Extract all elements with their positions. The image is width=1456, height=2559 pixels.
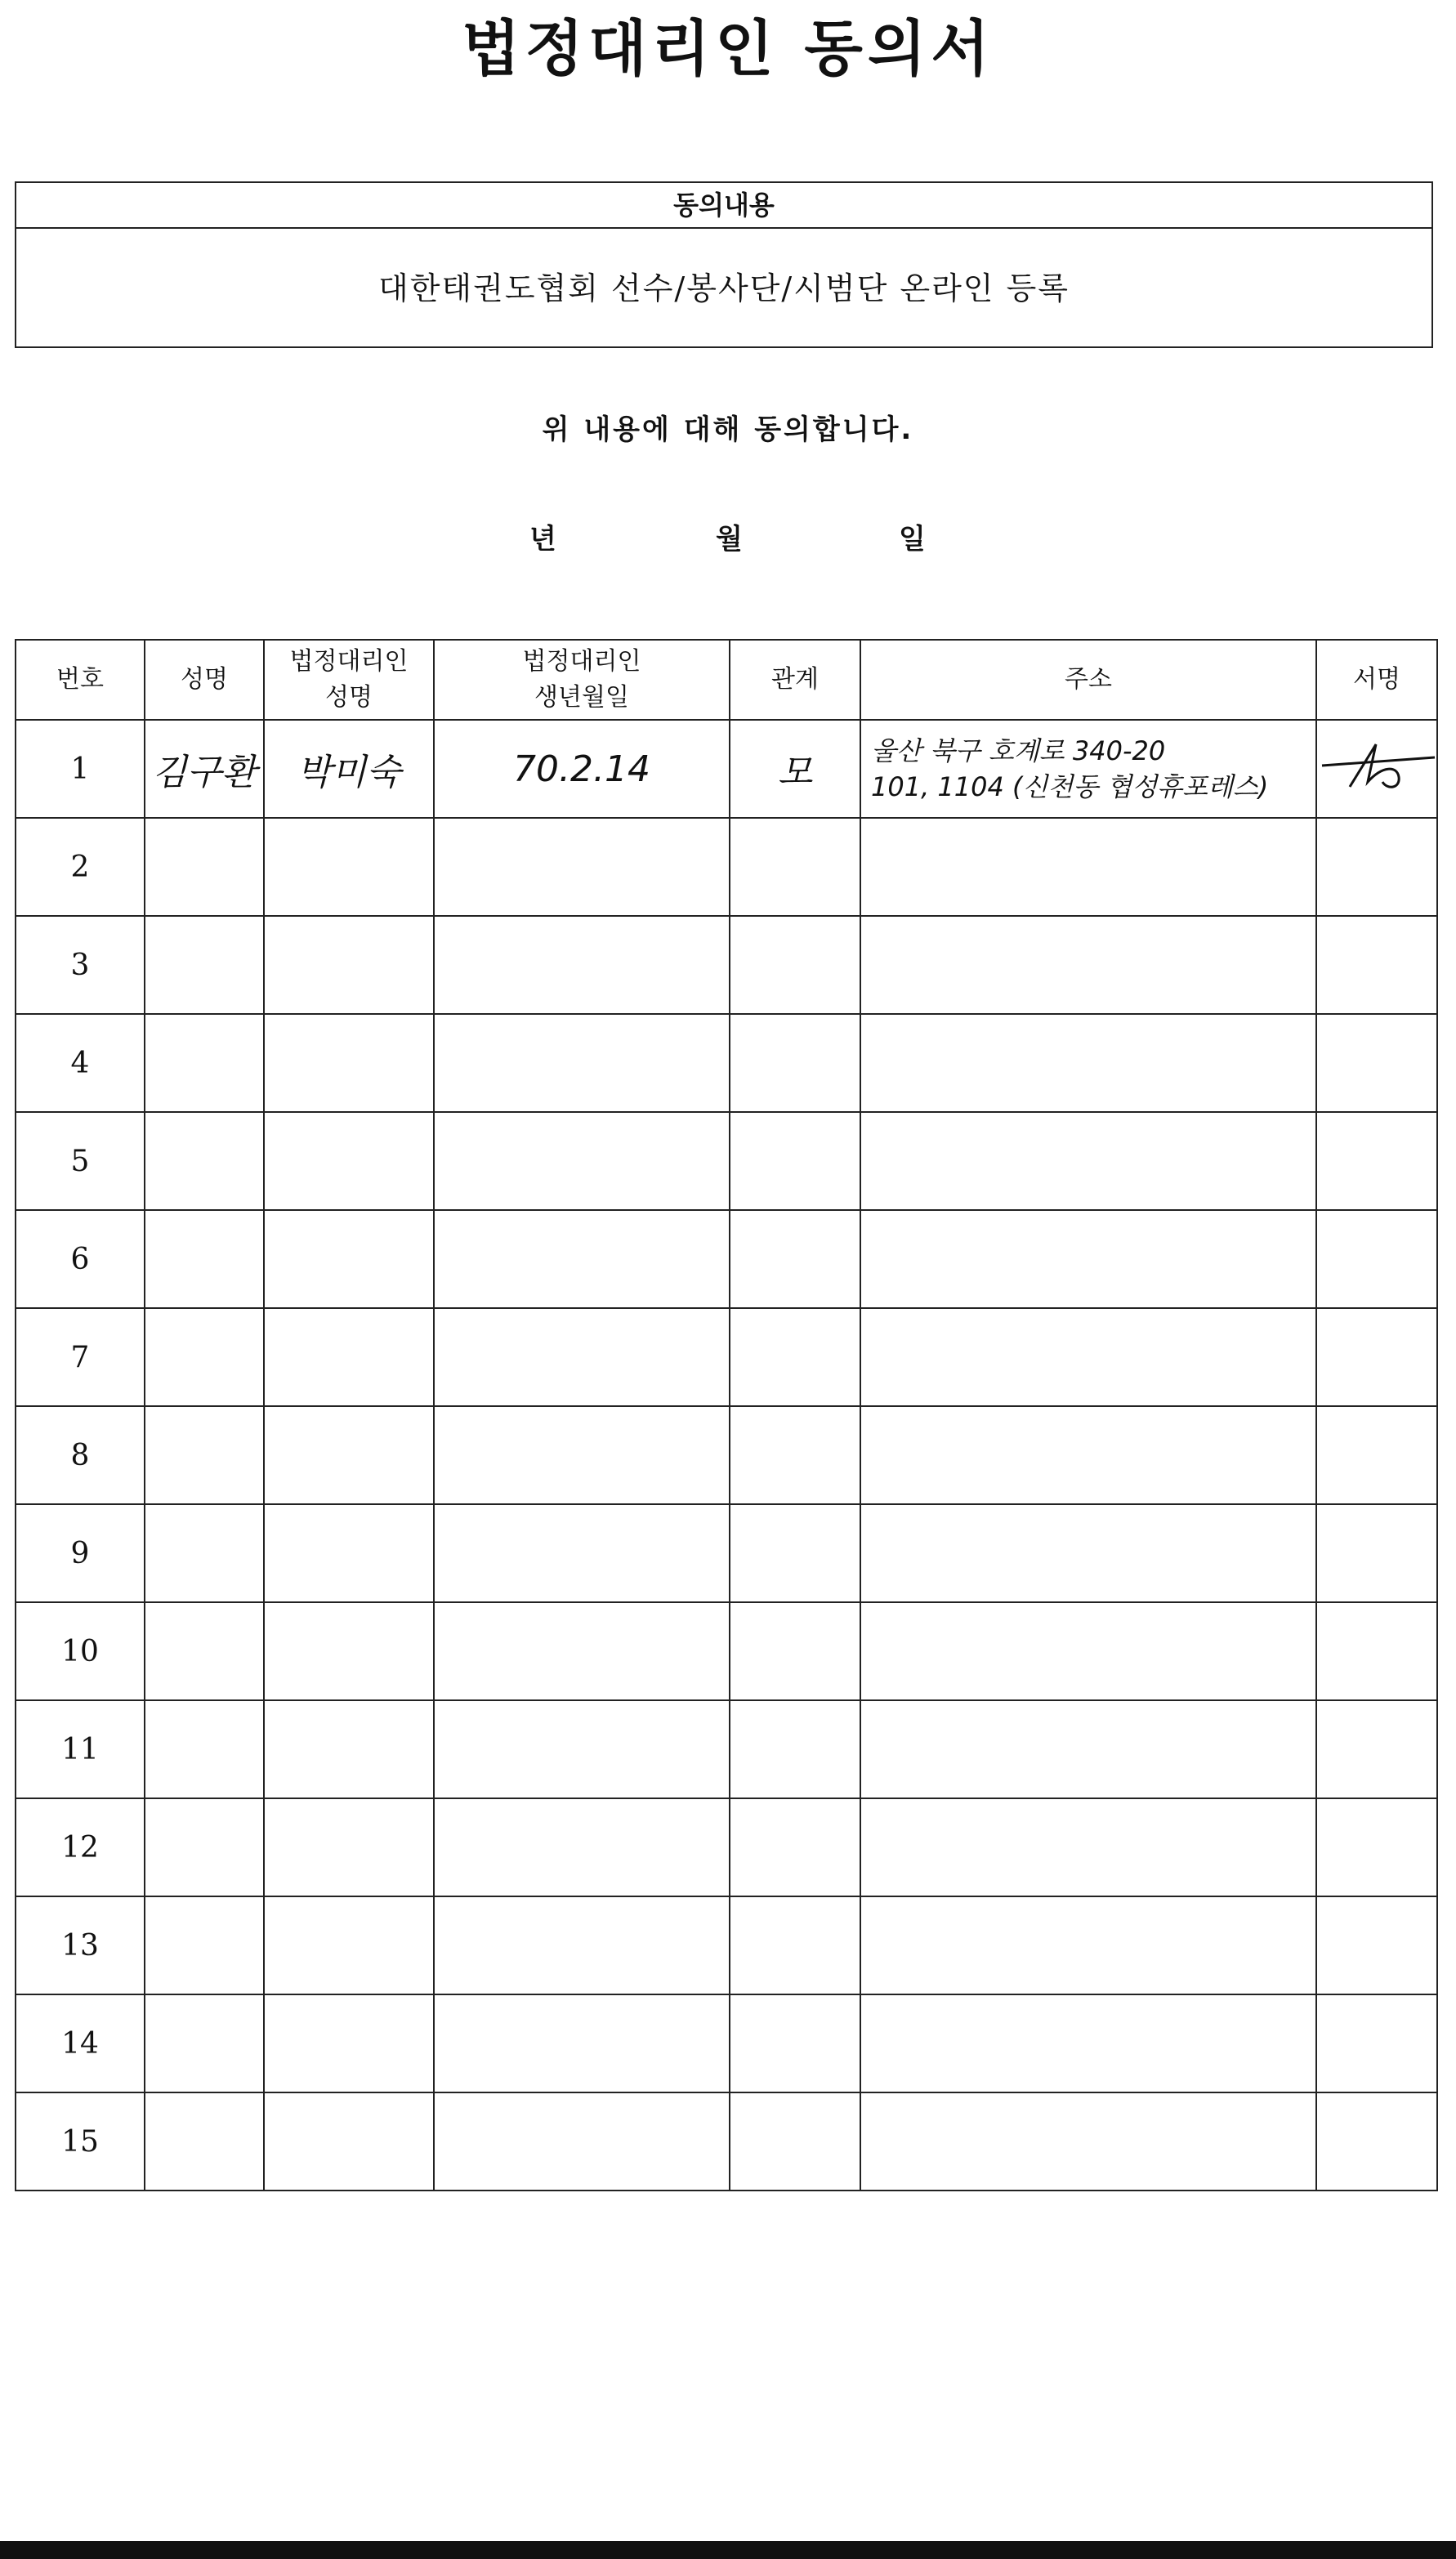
agreement-statement: 위 내용에 대해 동의합니다. xyxy=(542,413,914,446)
row-no: 9 xyxy=(16,1504,145,1602)
row-guardian-birth xyxy=(434,720,730,818)
row-no: 10 xyxy=(16,1602,145,1700)
table-row xyxy=(16,1406,1437,1504)
table-row xyxy=(16,1896,1437,1994)
table-row xyxy=(16,720,1437,818)
row-no: 7 xyxy=(16,1308,145,1406)
header-name: 성명 xyxy=(145,640,264,720)
row-no: 2 xyxy=(16,818,145,916)
handwritten-name: 김구환 xyxy=(152,752,257,793)
table-row xyxy=(16,1210,1437,1308)
header-address: 주소 xyxy=(860,640,1316,720)
date-month-label: 월 xyxy=(716,523,743,556)
row-no: 13 xyxy=(16,1896,145,1994)
signature-scribble xyxy=(1317,733,1437,798)
table-row xyxy=(16,1602,1437,1700)
document-title: 법정대리인 동의서 xyxy=(462,14,994,84)
header-guardian-birth: 법정대리인 생년월일 xyxy=(434,640,730,720)
row-no: 1 xyxy=(16,720,145,818)
row-address xyxy=(860,720,1316,818)
row-no: 14 xyxy=(16,1994,145,2092)
header-signature: 서명 xyxy=(1316,640,1437,720)
guardian-register-table xyxy=(15,639,1438,2191)
table-row xyxy=(16,1308,1437,1406)
table-row xyxy=(16,1504,1437,1602)
row-guardian-name xyxy=(264,720,434,818)
table-row xyxy=(16,818,1437,916)
row-no: 4 xyxy=(16,1014,145,1112)
row-relation xyxy=(730,720,860,818)
table-header-row xyxy=(16,640,1437,720)
consent-box xyxy=(15,181,1433,348)
handwritten-address-line1: 울산 북구 호계로 340-20 xyxy=(871,735,1166,766)
row-no: 3 xyxy=(16,916,145,1014)
table-row xyxy=(16,1014,1437,1112)
handwritten-relation: 모 xyxy=(777,752,813,793)
header-guardian-name: 법정대리인 성명 xyxy=(264,640,434,720)
row-no: 15 xyxy=(16,2092,145,2191)
table-row xyxy=(16,1700,1437,1798)
consent-content: 대한태권도협회 선수/봉사단/시범단 온라인 등록 xyxy=(377,270,1070,306)
row-no: 12 xyxy=(16,1798,145,1896)
header-relation: 관계 xyxy=(730,640,860,720)
handwritten-address-line2: 101, 1104 (신천동 협성휴포레스) xyxy=(871,771,1269,802)
row-signature xyxy=(1316,720,1437,818)
table-row xyxy=(16,2092,1437,2191)
row-name xyxy=(145,720,264,818)
table-row xyxy=(16,916,1437,1014)
date-year-label: 년 xyxy=(529,523,556,556)
consent-header: 동의내용 xyxy=(16,183,1431,229)
row-no: 8 xyxy=(16,1406,145,1504)
row-no: 6 xyxy=(16,1210,145,1308)
table-row xyxy=(16,1994,1437,2092)
scan-bottom-edge xyxy=(0,2541,1456,2559)
handwritten-guardian-name: 박미숙 xyxy=(297,752,401,793)
table-row xyxy=(16,1112,1437,1210)
row-no: 5 xyxy=(16,1112,145,1210)
row-no: 11 xyxy=(16,1700,145,1798)
handwritten-guardian-birth: 70.2.14 xyxy=(513,748,650,790)
header-no: 번호 xyxy=(16,640,145,720)
table-row xyxy=(16,1798,1437,1896)
date-day-label: 일 xyxy=(899,523,926,556)
